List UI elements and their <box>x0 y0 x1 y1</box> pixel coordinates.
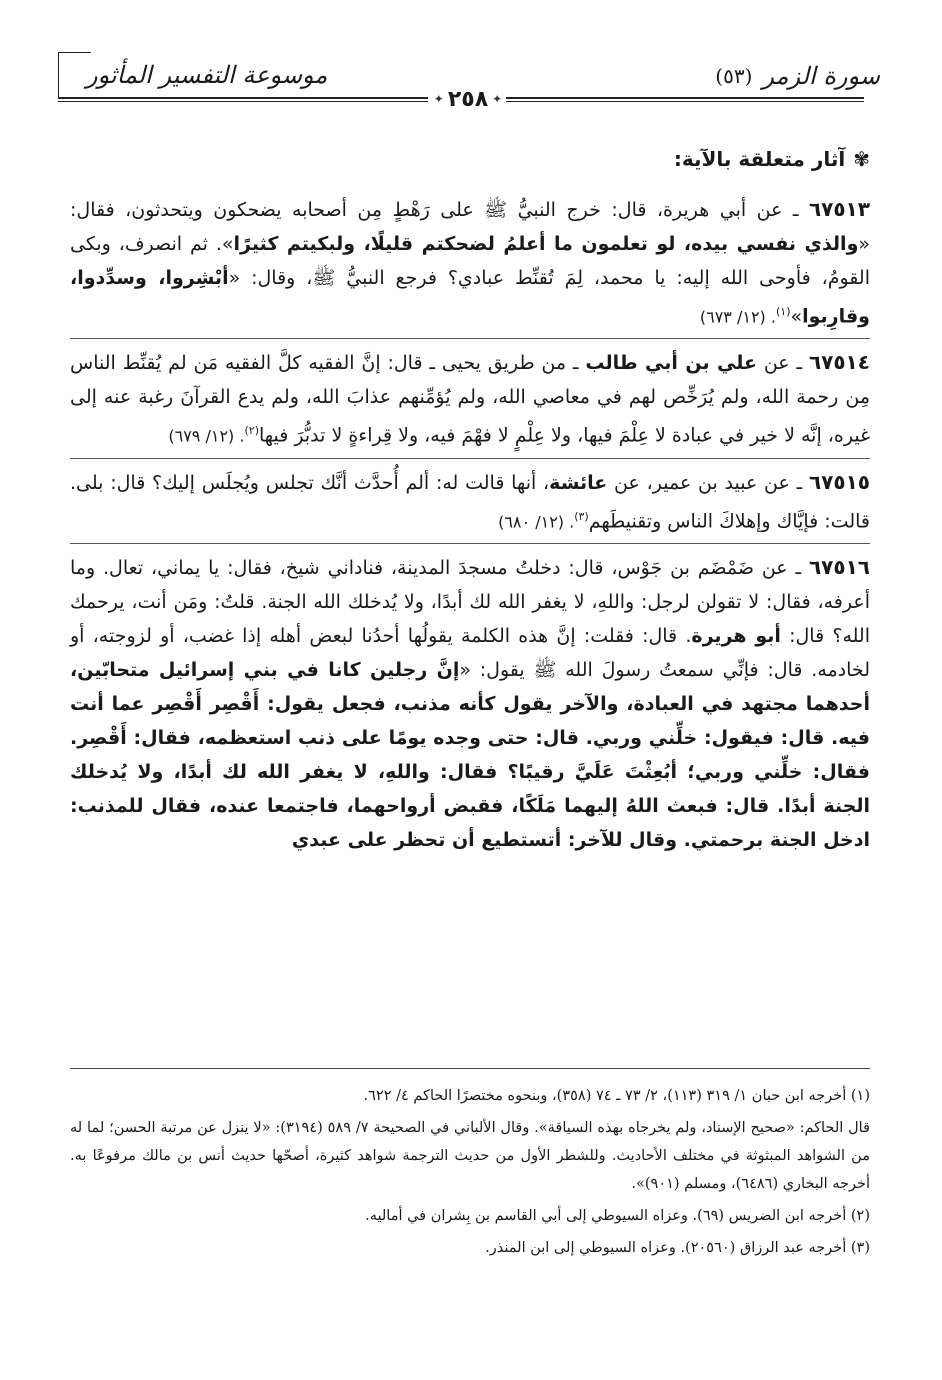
hadith-text: إنَّ رجلين كانا في بني إسرائيل متحابّين، أحدهما مجتهد في العبادة، والآخر يقول كأنه مذنب، فجعل يقول: أَقْصِر أَقْصِر عما أنت فيه. قال: فيقول: خلِّني وربي. قال: حتى وجده يومًا على ذنب استعظمه، فقال: أَقْصِر. فقال: خلِّني وربي؛ أبُعِثْتَ عَلَيَّ رقيبًا؟ فقال: واللهِ، لا يغفر الله لك أبدًا، ولا يُدخلك الجنة أبدًا. قال: فبعث اللهُ إليهما مَلَكًا، فقبض أرواحهما، فاجتمعا عنده، فقال للمذنب: ادخل الجنة برحمتي. وقال للآخر: أتستطيع أن تحظر على عبدي <box>70 658 870 851</box>
narrator-name: أبو هريرة <box>691 624 781 647</box>
footnote-marker: (٢) <box>244 424 259 438</box>
footnote-2: (٢) أخرجه ابن الضريس (٦٩). وعزاه السيوطي إلى أبي القاسم بن بِشران في أماليه. <box>365 1208 870 1224</box>
ornament-icon: ✦ <box>433 92 444 106</box>
hadith-text: والذي نفسي بيده، لو تعلمون ما أعلمُ لضحكتم قليلًا، ولبكيتم كثيرًا <box>233 233 859 255</box>
header-rule <box>506 101 864 102</box>
athar-number: ٦٧٥١٦ <box>808 554 870 579</box>
narrator-name: علي بن أبي طالب <box>585 352 757 375</box>
section-heading <box>70 142 870 176</box>
ornament-icon: ✦ <box>492 92 503 106</box>
athar-text: ، أنها قالت له: ألم أُحدَّث أنَّك تجلس ويُجلَس إليك؟ قال: بلى. قالت: فإيَّاك وإهلاكَ الناس وتقنيطَهم <box>70 471 870 532</box>
athar-reference: . (١٢/ ٦٨٠) <box>498 511 575 531</box>
athar-reference: . (١٢/ ٦٧٣) <box>699 307 776 327</box>
athar-text: ـ عن <box>756 352 803 375</box>
page-number-block <box>428 84 508 114</box>
athar-entry <box>70 458 870 543</box>
header-rule <box>58 97 428 99</box>
footnote-marker: (١) <box>775 305 791 318</box>
header-rule <box>506 97 864 99</box>
main-text <box>70 142 870 861</box>
athar-number: ٦٧٥١٥ <box>808 469 870 494</box>
footnotes <box>70 1082 870 1266</box>
footnote-separator <box>70 1068 870 1069</box>
athar-number: ٦٧٥١٤ <box>808 350 870 375</box>
hadith-text: أبْشِروا، وسدِّدوا، وقارِبوا <box>70 267 870 328</box>
section-title: آثار متعلقة بالآية: <box>673 147 846 171</box>
surah-number: (٥٣) <box>715 64 753 88</box>
athar-text: . قال: فقلت: إنَّ هذه الكلمة يقولُها أحدُنا لبعض أهله إذا غضب، أو لزوجته، أو لخادمه. قال: فإنِّي سمعتُ رسولَ الله ﷺ يقول: « <box>70 624 870 681</box>
athar-text: ـ عن أبي هريرة، قال: خرج النبيُّ ﷺ على رَهْطٍ مِن أصحابه يضحكون ويتحدثون، فقال: « <box>70 199 870 255</box>
footnote-3: (٣) أخرجه عبد الرزاق (٢٠٥٦٠). وعزاه السيوطي إلى ابن المنذر. <box>485 1240 870 1256</box>
footnote-1-continued: قال الحاكم: «صحيح الإسناد، ولم يخرجاه بهذه السياقة». وقال الألباني في الصحيحة ٧/ ٥٨٩ (٣١٩٤): «لا ينزل عن مرتبة الحسن؛ لما له من الشواهد المبثوثة في مختلف الأحاديث. وللشطر الأول من حديث الترجمة شواهد كثيرة، أصحّها حديث أنس بن مالك مرفوعًا به. أخرجه البخاري (٦٤٨٦)، ومسلم (٩٠١)». <box>70 1120 870 1192</box>
athar-entry <box>70 338 870 457</box>
athar-text: ـ من طريق يحيى ـ قال: إنَّ الفقيه كلَّ الفقيه مَن لم يُقنِّط الناس مِن رحمة الله، ولم يُرَخِّص لهم في معاصي الله، ولم يُؤمِّنهم عذابَ الله، ولم يدع القرآنَ رغبة عنه إلى غيره، إنَّه لا خير في عبادة لا عِلْمَ فيها، ولا عِلْمٍ لا فهْمَ فيه، ولا قِراءةٍ لا تدبُّرَ فيها <box>70 352 870 447</box>
book-title: موسوعة التفسير المأثور <box>86 61 328 89</box>
footnote-1: (١) أخرجه ابن حبان ١/ ٣١٩ (١١٣)، ٢/ ٧٣ ـ ٧٤ (٣٥٨)، وبنحوه مختصرًا الحاكم ٤/ ٦٢٢. <box>363 1088 870 1104</box>
athar-text: ». ثم انصرف، وبكى القومُ، فأوحى الله إليه: يا محمد، لِمَ تُقنِّط عبادي؟ فرجع النبيُّ ﷺ، وقال: « <box>70 233 870 289</box>
athar-reference: . (١٢/ ٦٧٩) <box>168 426 245 446</box>
surah-title: سورة الزمر <box>762 62 880 90</box>
page-number: ٢٥٨ <box>447 86 489 112</box>
footnote-marker: (٣) <box>574 509 589 523</box>
athar-text: ـ عن عبيد بن عمير، عن <box>607 471 803 494</box>
narrator-name: عائشة <box>549 471 608 494</box>
athar-number: ٦٧٥١٣ <box>808 197 870 221</box>
header-rule <box>58 101 428 102</box>
surah-header <box>715 58 880 94</box>
athar-entry <box>70 186 870 338</box>
athar-entry <box>70 543 870 861</box>
flower-ornament-icon: ✾ <box>853 147 870 171</box>
athar-text: » <box>790 305 803 328</box>
athar-text: ـ عن ضَمْضَم بن جَوْس، قال: دخلتُ مسجدَ المدينة، فناداني شيخ، فقال: يا يماني، تعال. وما أعرفه، فقال: لا تقولن لرجل: واللهِ، لا يغفر الله لك أبدًا، ولا يُدخلك الله الجنة. قلتُ: ومَن أنت، يرحمك الله؟ قال: <box>70 556 870 647</box>
